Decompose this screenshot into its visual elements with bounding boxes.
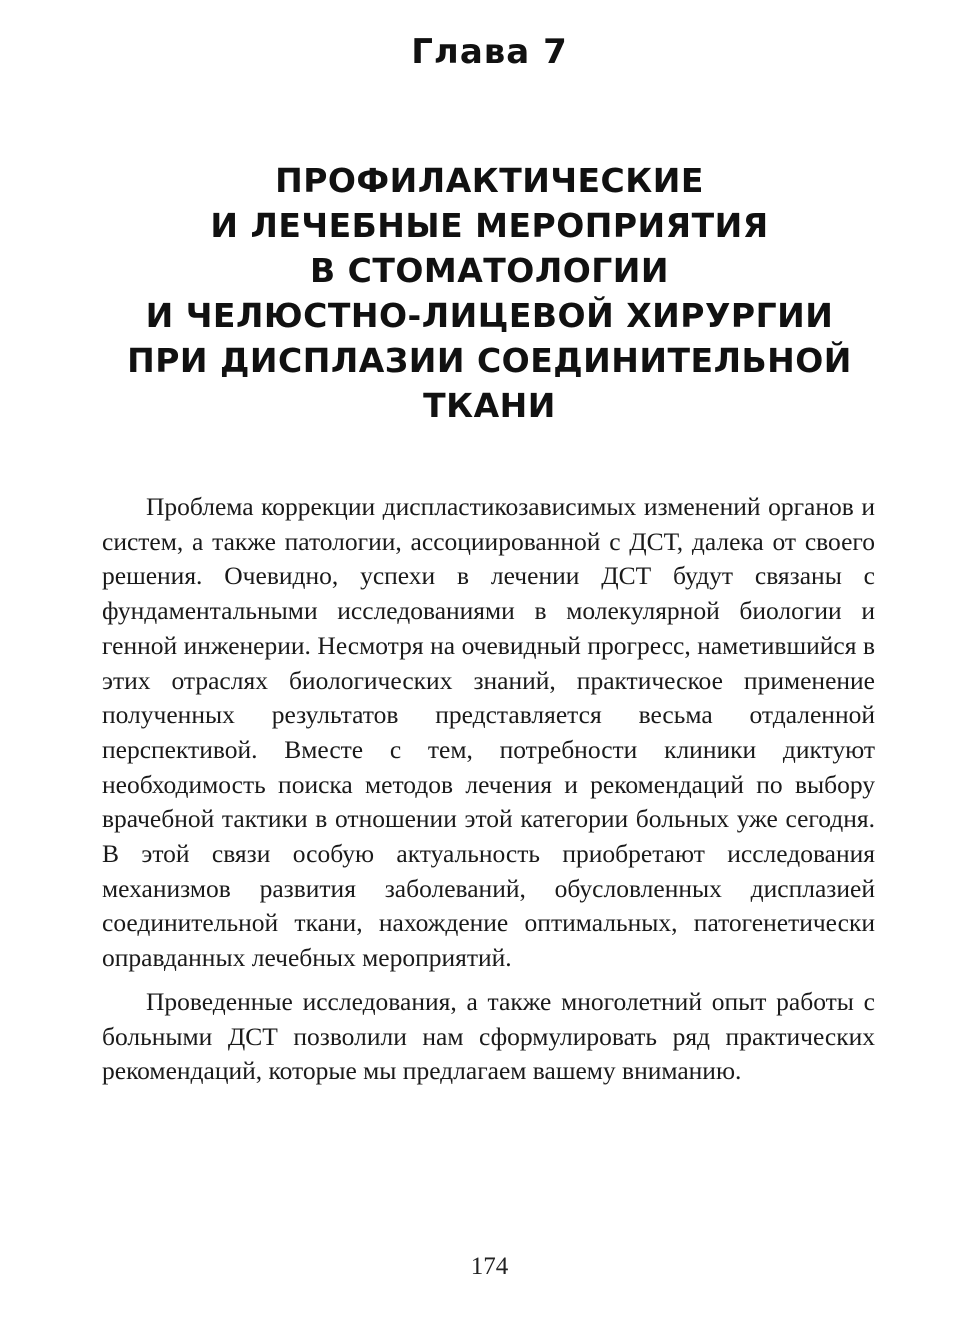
chapter-title xyxy=(60,158,919,428)
paragraph: Проведенные исследования, а также многолетний опыт работы с больными ДСТ позволили нам сформулировать ряд практических рекомендаций, которые мы предлагаем вашему вниманию. xyxy=(102,986,875,1086)
body-text xyxy=(102,490,875,1089)
page-number: 174 xyxy=(470,1253,509,1280)
chapter-title-line: И ЛЕЧЕБНЫЕ МЕРОПРИЯТИЯ xyxy=(210,206,769,245)
chapter-title-line: ПРИ ДИСПЛАЗИИ СОЕДИНИТЕЛЬНОЙ xyxy=(127,341,852,380)
chapter-title-line: В СТОМАТОЛОГИИ xyxy=(309,251,670,290)
chapter-title-line: И ЧЕЛЮСТНО-ЛИЦЕВОЙ ХИРУРГИИ xyxy=(145,296,834,335)
chapter-title-line: ПРОФИЛАКТИЧЕСКИЕ xyxy=(275,161,704,200)
chapter-title-line: ТКАНИ xyxy=(423,386,556,425)
paragraph: Проблема коррекции диспластикозависимых изменений органов и систем, а также патологии, ассоциированной с ДСТ, далека от своего решения. Очевидно, успехи в лечении ДСТ будут связаны с фундаментальными исследованиями в молекулярной биологии и генной инженерии. Несмотря на очевидный прогресс, наметившийся в этих отраслях биологических знаний, практическое применение полученных результатов представляется весьма отдаленной перспективой. Вместе с тем, потребности клиники диктуют необходимость поиска методов лечения и рекомендаций по выбору врачебной тактики в отношении этой категории больных уже сегодня. В этой связи особую актуальность приобретают исследования механизмов развития заболеваний, обусловленных дисплазией соединительной ткани, нахождение оптимальных, патогенетически оправданных лечебных мероприятий. xyxy=(102,492,875,973)
chapter-heading: Глава 7 xyxy=(411,32,568,72)
